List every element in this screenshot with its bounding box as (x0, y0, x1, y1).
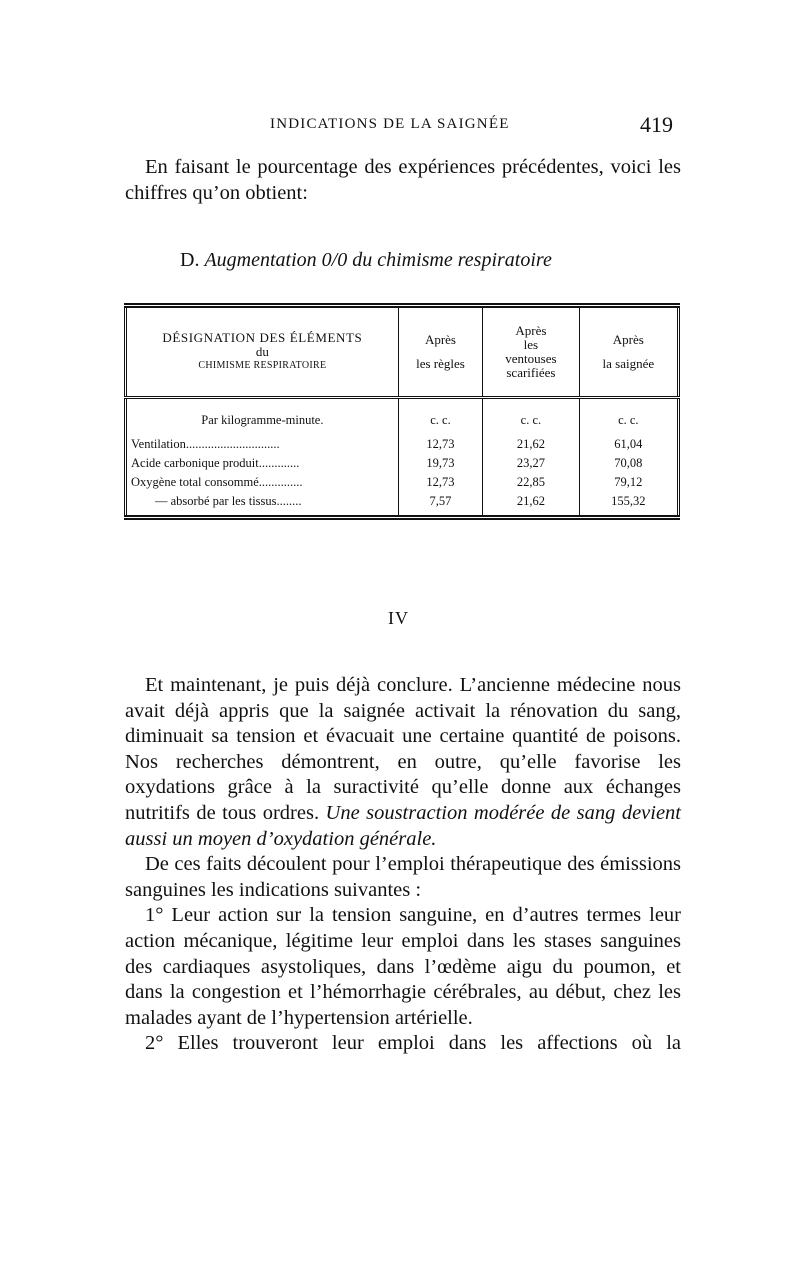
units-col3: c. c. (483, 398, 580, 436)
table-caption-label: D. (180, 249, 200, 271)
table-row (126, 473, 679, 492)
row-label: Oxygène total consommé.............. (131, 475, 303, 489)
row-value: 22,85 (483, 473, 580, 492)
table-row (126, 435, 679, 454)
row-value: 23,27 (483, 454, 580, 473)
units-label: Par kilogramme-minute. (201, 412, 324, 427)
paragraph-conclusion-italic: Une soustraction modérée de sang devient aussi un moyen d’oxydation générale. (125, 801, 682, 850)
row-value: 70,08 (579, 454, 678, 473)
table-caption-title: Augmentation 0/0 du chimisme respiratoire (204, 249, 552, 271)
row-value: 12,73 (398, 473, 482, 492)
header-after-cupping-line4: scarifiées (506, 365, 556, 380)
header-after-bleeding-line1: Après (612, 332, 644, 347)
row-value: 7,57 (398, 492, 482, 518)
paragraph-indication-1: 1° Leur action sur la tension sanguine, en d’autres termes leur action mécanique, légitime leur emploi dans les stases sanguines des cardiaques asystoliques, dans l’œdème aigu du poumon, et dans la congestion et l’hémorrhagie cérébrales, au début, chez les malades ayant de l’hypertension artérielle. (125, 904, 681, 1029)
row-value: 79,12 (579, 473, 678, 492)
header-after-cupping (483, 306, 580, 398)
header-designation-line2: du (255, 344, 269, 359)
table-header-row (126, 306, 679, 398)
units-row (126, 398, 679, 436)
units-col2: c. c. (398, 398, 482, 436)
header-after-menses-line1: Après (424, 332, 456, 347)
paragraph-conclusion (125, 673, 681, 852)
paragraph-indication-2: 2° Elles trouveront leur emploi dans les affections où la (145, 1032, 681, 1055)
row-label: — absorbé par les tissus........ (155, 494, 302, 508)
header-after-menses-line2: les règles (416, 356, 465, 371)
header-after-cupping-line1: Après (515, 323, 547, 338)
body-text (125, 673, 681, 1057)
row-value: 21,62 (483, 492, 580, 518)
running-head: INDICATIONS DE LA SAIGNÉE (270, 116, 510, 132)
section-numeral: IV (388, 608, 409, 628)
table-row (126, 492, 679, 518)
row-value: 21,62 (483, 435, 580, 454)
header-designation-line1: DÉSIGNATION DES ÉLÉMENTS (162, 330, 363, 345)
header-after-cupping-line2: les (523, 337, 539, 352)
units-col4: c. c. (579, 398, 678, 436)
row-value: 12,73 (398, 435, 482, 454)
table-caption (180, 249, 552, 272)
table-row (126, 454, 679, 473)
header-designation-line3: CHIMISME RESPIRATOIRE (198, 360, 327, 371)
row-value: 155,32 (579, 492, 678, 518)
header-after-menses (398, 306, 482, 398)
header-after-cupping-line3: ventouses (505, 351, 557, 366)
row-value: 61,04 (579, 435, 678, 454)
respiratory-chemistry-table (124, 303, 680, 520)
header-after-bleeding (579, 306, 678, 398)
row-label: Ventilation.............................. (131, 437, 280, 451)
row-value: 19,73 (398, 454, 482, 473)
header-after-bleeding-line2: la saignée (602, 356, 655, 371)
paragraph-conclusion-text: Et maintenant, je puis déjà conclure. L’ancienne médecine nous avait déjà appris que la saignée activait la rénovation du sang, diminuait sa tension et évacuait une certaine quantité de poisons. Nos recherches démontrent, en outre, qu’elle favorise les oxydations grâce à la suractivité qu’elle donne aux échanges nutritifs de tous ordres. (125, 674, 681, 824)
intro-paragraph: En faisant le pourcentage des expériences précédentes, voici les chiffres qu’on obtient: (125, 156, 681, 204)
page-number: 419 (640, 112, 673, 137)
header-designation (126, 306, 399, 398)
row-label: Acide carbonique produit............. (131, 456, 300, 470)
paragraph-indications-intro: De ces faits découlent pour l’emploi thérapeutique des émissions sanguines les indications suivantes : (125, 853, 681, 901)
